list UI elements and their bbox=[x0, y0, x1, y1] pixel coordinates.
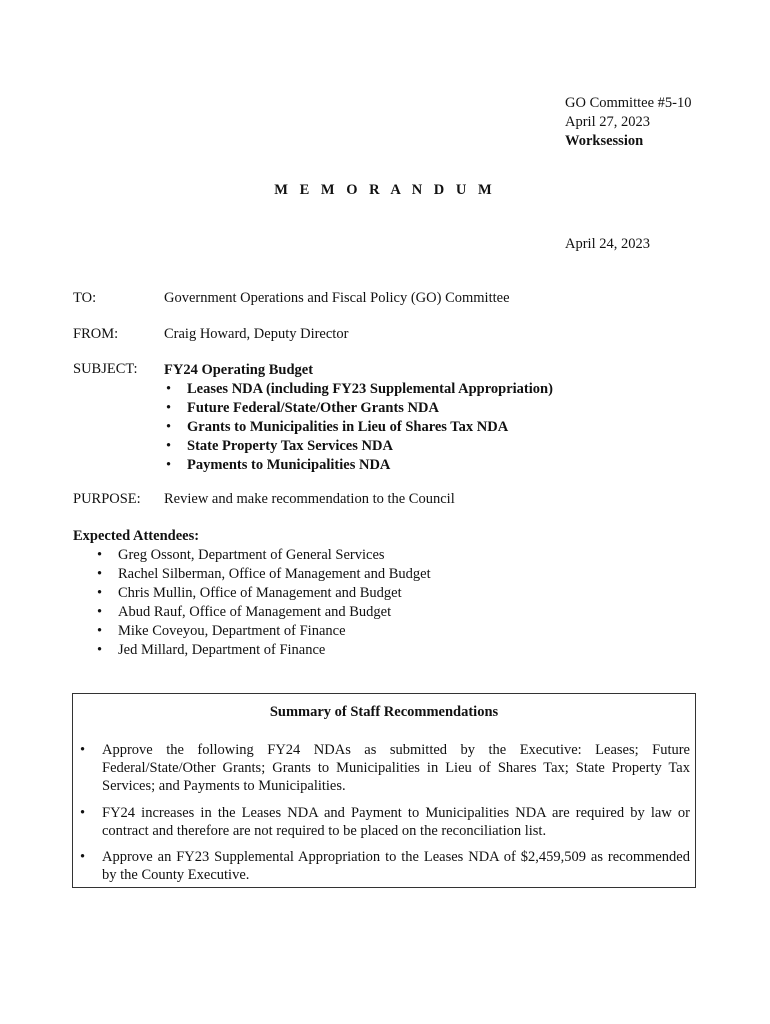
bullet: • bbox=[97, 547, 103, 563]
to-value: Government Operations and Fiscal Policy (GO) Committee bbox=[164, 290, 510, 306]
session-type: Worksession bbox=[565, 133, 644, 149]
attendee-item: • Mike Coveyou, Department of Finance bbox=[97, 623, 346, 639]
memo-date: April 24, 2023 bbox=[565, 236, 650, 252]
bullet: • bbox=[80, 742, 86, 758]
subject-title: FY24 Operating Budget bbox=[164, 362, 314, 378]
summary-title: Summary of Staff Recommendations bbox=[269, 704, 499, 720]
summary-box bbox=[72, 693, 696, 888]
bullet: • bbox=[97, 623, 103, 639]
to-label: TO: bbox=[73, 290, 97, 306]
bullet: • bbox=[97, 566, 103, 582]
recommendation-item: • Approve the following FY24 NDAs as submitted by the Executive: Leases; Future Federal/State/Other Grants; Grants to Municipalities in Lieu of Shares Tax; State Property Tax Services; and Payments to Municipalities. bbox=[80, 742, 690, 794]
subject-item: • State Property Tax Services NDA bbox=[166, 438, 393, 454]
attendees-list bbox=[73, 546, 431, 660]
attendees-section bbox=[73, 527, 431, 660]
memo-title: M E M O R A N D U M bbox=[274, 182, 496, 198]
attendees-heading: Expected Attendees: bbox=[73, 528, 200, 544]
meeting-date: April 27, 2023 bbox=[565, 114, 650, 130]
purpose-label: PURPOSE: bbox=[73, 491, 141, 507]
bullet: • bbox=[166, 438, 172, 454]
subject-list bbox=[164, 380, 553, 475]
purpose-value: Review and make recommendation to the Council bbox=[164, 491, 455, 507]
attendee-item: • Jed Millard, Department of Finance bbox=[97, 642, 326, 658]
subject-item: • Payments to Municipalities NDA bbox=[166, 457, 391, 473]
attendee-item: • Greg Ossont, Department of General Services bbox=[97, 547, 385, 563]
bullet: • bbox=[97, 585, 103, 601]
bullet: • bbox=[80, 849, 86, 865]
attendee-item: • Chris Mullin, Office of Management and Budget bbox=[97, 585, 402, 601]
bullet: • bbox=[97, 604, 103, 620]
bullet: • bbox=[97, 642, 103, 658]
subject-label: SUBJECT: bbox=[73, 361, 138, 377]
subject-block bbox=[164, 361, 553, 475]
attendee-item: • Rachel Silberman, Office of Management and Budget bbox=[97, 566, 431, 582]
subject-item: • Grants to Municipalities in Lieu of Shares Tax NDA bbox=[166, 419, 509, 435]
committee-number: GO Committee #5-10 bbox=[565, 95, 692, 111]
bullet: • bbox=[166, 381, 172, 397]
bullet: • bbox=[166, 457, 172, 473]
meeting-info bbox=[565, 94, 691, 151]
bullet: • bbox=[166, 419, 172, 435]
from-value: Craig Howard, Deputy Director bbox=[164, 326, 349, 342]
from-label: FROM: bbox=[73, 326, 119, 342]
recommendation-item: • Approve an FY23 Supplemental Appropriation to the Leases NDA of $2,459,509 as recommended by the County Executive. bbox=[80, 849, 690, 883]
recommendation-item: • FY24 increases in the Leases NDA and Payment to Municipalities NDA are required by law or contract and therefore are not required to be placed on the reconciliation list. bbox=[80, 805, 690, 839]
subject-item: • Future Federal/State/Other Grants NDA bbox=[166, 400, 439, 416]
bullet: • bbox=[80, 805, 86, 821]
bullet: • bbox=[166, 400, 172, 416]
attendee-item: • Abud Rauf, Office of Management and Budget bbox=[97, 604, 392, 620]
subject-item: • Leases NDA (including FY23 Supplemental Appropriation) bbox=[166, 381, 553, 397]
